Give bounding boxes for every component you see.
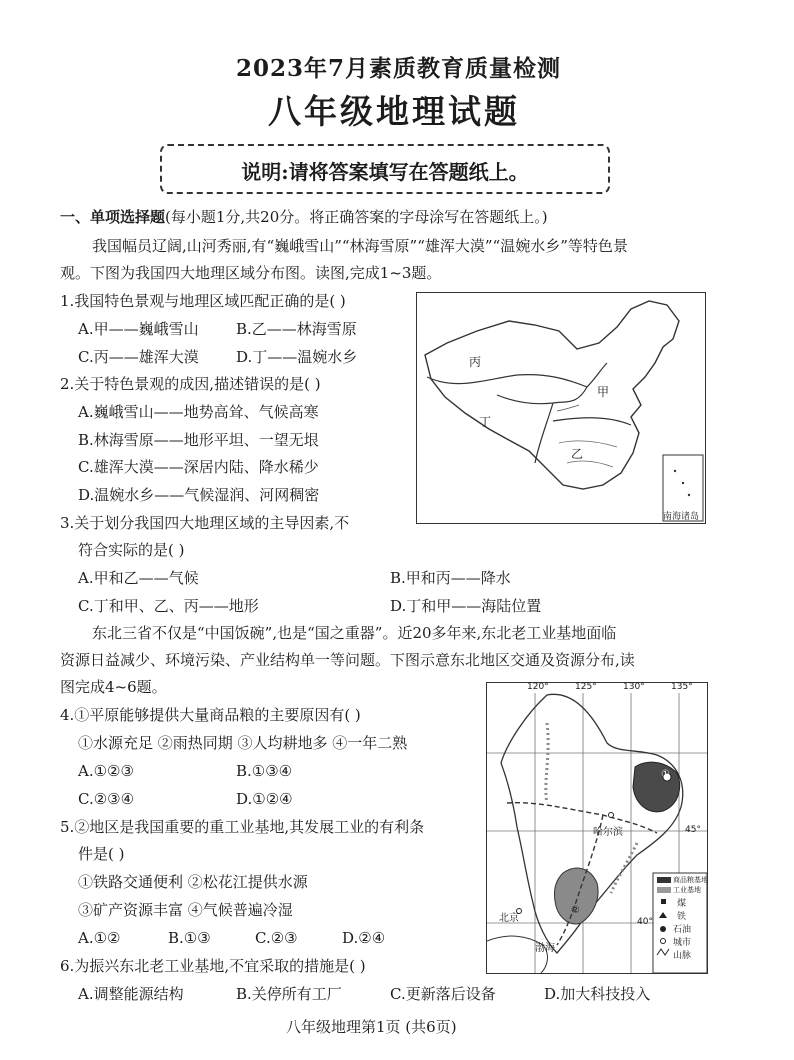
section-instruction: (每小题1分,共20分。将正确答案的字母涂写在答题纸上。) xyxy=(165,208,548,226)
q4-option-b: B.①③④ xyxy=(236,762,293,780)
q1-option-d: D.丁——温婉水乡 xyxy=(236,348,358,366)
intro2-line1: 东北三省不仅是“中国饭碗”,也是“国之重器”。近20多年来,东北老工业基地面临 xyxy=(92,624,617,642)
q1-option-b: B.乙——林海雪原 xyxy=(236,320,357,338)
city-harbin: 哈尔滨 xyxy=(593,827,623,838)
legend-grain: 商品粮基地 xyxy=(673,876,708,884)
q5-statements-2: ③矿产资源丰富 ④气候普遍冷湿 xyxy=(78,901,293,919)
label-yi: 乙 xyxy=(571,447,584,461)
q6-stem: 6.为振兴东北老工业基地,不宜采取的措施是( ) xyxy=(60,957,366,975)
intro1-line1: 我国幅员辽阔,山河秀丽,有“巍峨雪山”“林海雪原”“雄浑大漠”“温婉水乡”等特色景 xyxy=(92,237,628,255)
region-2: ② xyxy=(571,905,580,916)
q2-option-c: C.雄浑大漠——深居内陆、降水稀少 xyxy=(78,458,319,476)
lon-135: 135° xyxy=(671,682,693,692)
sea-bohai: 渤海 xyxy=(535,943,555,954)
city-beijing: 北京 xyxy=(499,913,519,924)
q6-option-d: D.加大科技投入 xyxy=(544,985,651,1003)
q6-option-a: A.调整能源结构 xyxy=(78,985,184,1003)
china-regions-map xyxy=(416,292,706,524)
q5-stem-line1: 5.②地区是我国重要的重工业基地,其发展工业的有利条 xyxy=(60,818,425,836)
paper-title: 八年级地理试题 xyxy=(268,92,520,131)
q4-option-d: D.①②④ xyxy=(236,790,293,808)
note-box xyxy=(160,144,610,194)
q3-stem-line2: 符合实际的是( ) xyxy=(78,541,185,559)
china-regions-map-drawing xyxy=(417,293,705,523)
q4-statements: ①水源充足 ②雨热同期 ③人均耕地多 ④一年二熟 xyxy=(78,734,408,752)
lon-125: 125° xyxy=(575,682,597,692)
q2-stem: 2.关于特色景观的成因,描述错误的是( ) xyxy=(60,375,321,393)
q5-option-c: C.②③ xyxy=(255,929,298,947)
q2-option-b: B.林海雪原——地形平坦、一望无垠 xyxy=(78,431,319,449)
label-ding: 丁 xyxy=(479,415,492,429)
q2-option-a: A.巍峨雪山——地势高耸、气候高寒 xyxy=(78,403,319,421)
intro1-line2: 观。下图为我国四大地理区域分布图。读图,完成1~3题。 xyxy=(60,264,442,282)
q1-option-a: A.甲——巍峨雪山 xyxy=(78,320,199,338)
q6-option-c: C.更新落后设备 xyxy=(390,985,496,1003)
q3-option-a: A.甲和乙——气候 xyxy=(78,569,199,587)
legend-coal: 煤 xyxy=(677,899,687,909)
q5-option-a: A.①② xyxy=(78,929,121,947)
q5-stem-line2: 件是( ) xyxy=(78,845,125,863)
legend-mountain: 山脉 xyxy=(673,951,692,961)
region-1: ① xyxy=(661,769,670,780)
q6-option-b: B.关停所有工厂 xyxy=(236,985,342,1003)
northeast-map xyxy=(486,682,708,974)
exam-title: 2023年7月素质教育质量检测 xyxy=(236,55,562,82)
q4-option-a: A.①②③ xyxy=(78,762,134,780)
q2-option-d: D.温婉水乡——气候湿润、河网稠密 xyxy=(78,486,320,504)
note-text: 说明:请将答案填写在答题纸上。 xyxy=(241,160,529,184)
q5-option-d: D.②④ xyxy=(342,929,386,947)
legend-city: 城市 xyxy=(673,938,692,948)
inset-label: 南海诸岛 xyxy=(663,512,700,522)
lon-120: 120° xyxy=(527,682,549,692)
page-footer: 八年级地理第1页 (共6页) xyxy=(286,1018,457,1036)
q3-option-d: D.丁和甲——海陆位置 xyxy=(390,597,542,615)
intro2-line3: 图完成4~6题。 xyxy=(60,678,167,696)
lon-130: 130° xyxy=(623,682,645,692)
lat-40: 40° xyxy=(637,917,653,927)
legend-oil: 石油 xyxy=(673,925,692,935)
q1-option-c: C.丙——雄浑大漠 xyxy=(78,348,199,366)
q4-option-c: C.②③④ xyxy=(78,790,135,808)
label-bing: 丙 xyxy=(469,355,482,369)
section-heading-label: 一、单项选择题 xyxy=(60,208,166,226)
q3-stem-line1: 3.关于划分我国四大地理区域的主导因素,不 xyxy=(60,514,350,532)
legend-iron: 铁 xyxy=(677,912,687,922)
q5-option-b: B.①③ xyxy=(168,929,211,947)
q1-stem: 1.我国特色景观与地理区域匹配正确的是( ) xyxy=(60,292,346,310)
section-heading xyxy=(60,207,548,227)
q4-stem: 4.①平原能够提供大量商品粮的主要原因有( ) xyxy=(60,706,361,724)
legend-industry: 工业基地 xyxy=(673,886,701,894)
lat-45: 45° xyxy=(685,825,701,835)
intro2-line2: 资源日益减少、环境污染、产业结构单一等问题。下图示意东北地区交通及资源分布,读 xyxy=(60,651,635,669)
label-jia: 甲 xyxy=(597,385,610,399)
q3-option-c: C.丁和甲、乙、丙——地形 xyxy=(78,597,259,615)
q5-statements-1: ①铁路交通便利 ②松花江提供水源 xyxy=(78,873,308,891)
q3-option-b: B.甲和丙——降水 xyxy=(390,569,511,587)
